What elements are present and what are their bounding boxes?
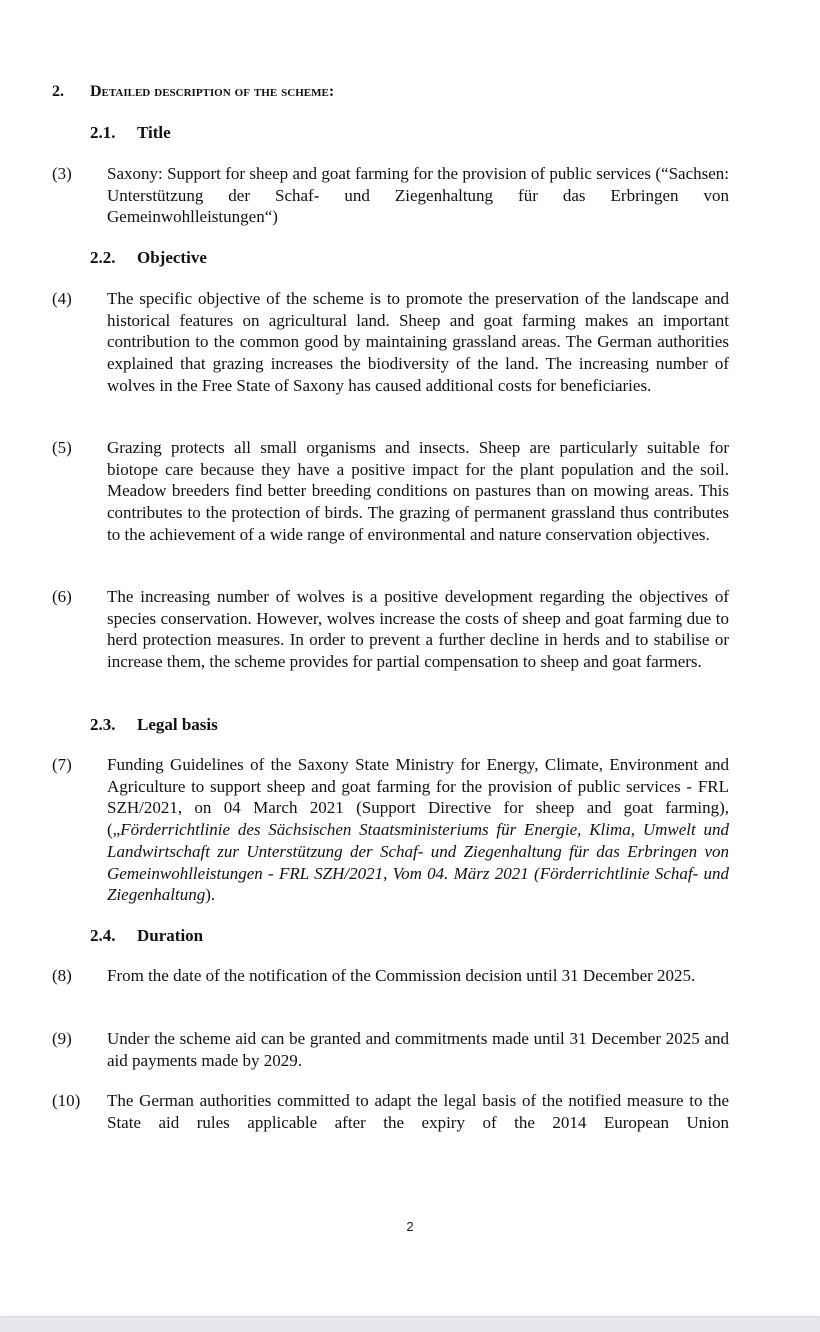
paragraph-7 — [52, 754, 729, 906]
paragraph-text: From the date of the notification of the Commission decision until 31 December 2025. — [107, 966, 696, 985]
subsection-number: 2.4. — [90, 926, 116, 945]
paragraph-number: (6) — [52, 587, 72, 606]
paragraph-text-italic: Förderrichtlinie des Sächsischen Staatsministeriums für Energie, Klima, Umwelt und Landwirtschaft zur Unterstützung der Schaf- und Ziegenhaltung für das Erbringen von Gemeinwohlleistungen - FRL SZH/2021, Vom 04. März 2021 (Förderrichtlinie Schaf- und Ziegenhaltung — [107, 820, 729, 905]
section-number: 2. — [52, 83, 64, 100]
subsection-title: Duration — [137, 926, 204, 945]
section-heading — [52, 82, 334, 102]
subsection-title: Objective — [137, 248, 207, 267]
paragraph-text: Grazing protects all small organisms and insects. Sheep are particularly suitable for biotope care because they have a positive impact for the plant population and the soil. Meadow breeders find better breeding conditions on pastures than on mowing areas. This contributes to the protection of birds. The grazing of permanent grassland thus contributes to the achievement of a wide range of environmental and nature conservation objectives. — [107, 438, 729, 544]
paragraph-number: (10) — [52, 1091, 81, 1110]
subsection-title: Title — [137, 123, 171, 142]
paragraph-number: (9) — [52, 1029, 72, 1048]
viewer-bottom-bar — [0, 1316, 820, 1332]
page-number: 2 — [406, 1219, 414, 1234]
paragraph-3 — [52, 163, 729, 228]
subsection-heading-title — [90, 122, 171, 144]
paragraph-number: (4) — [52, 289, 72, 308]
section-title: Detailed description of the scheme: — [90, 83, 335, 100]
paragraph-6 — [52, 586, 729, 673]
paragraph-text: The specific objective of the scheme is to promote the preservation of the landscape and historical features on agricultural land. Sheep and goat farming makes an important contribution to the common good by maintaining grassland areas. The German authorities explained that grazing increases the biodiversity of the land. The increasing number of wolves in the Free State of Saxony has caused additional costs for beneficiaries. — [107, 289, 729, 395]
subsection-heading-objective — [90, 247, 207, 269]
subsection-number: 2.2. — [90, 248, 116, 267]
paragraph-text — [107, 754, 729, 906]
paragraph-5 — [52, 437, 729, 546]
subsection-title: Legal basis — [137, 715, 218, 734]
paragraph-text: The German authorities committed to adapt the legal basis of the notified measure to the State aid rules applicable after the expiry of the 2014 European Union — [107, 1091, 729, 1132]
subsection-number: 2.3. — [90, 715, 116, 734]
paragraph-10 — [52, 1090, 729, 1133]
paragraph-text: Saxony: Support for sheep and goat farming for the provision of public services (“Sachsen: Unterstützung der Schaf- und Ziegenhaltung für das Erbringen von Gemeinwohlleistungen“) — [107, 164, 729, 227]
paragraph-text: Under the scheme aid can be granted and commitments made until 31 December 2025 and aid payments made by 2029. — [107, 1029, 729, 1070]
subsection-number: 2.1. — [90, 123, 116, 142]
paragraph-number: (8) — [52, 966, 72, 985]
paragraph-text-regular: Funding Guidelines of the Saxony State Ministry for Energy, Climate, Environment and Agriculture to support sheep and goat farming for the provision of public services - FRL SZH/2021, on 04 March 2021 (Support Directive for sheep and goat farming), („ — [107, 755, 729, 840]
paragraph-number: (5) — [52, 438, 72, 457]
paragraph-number: (7) — [52, 755, 72, 774]
subsection-heading-duration — [90, 925, 203, 947]
paragraph-8 — [52, 965, 729, 987]
paragraph-text-end: ). — [205, 885, 216, 905]
paragraph-9 — [52, 1028, 729, 1071]
paragraph-number: (3) — [52, 164, 72, 183]
subsection-heading-legal-basis — [90, 714, 218, 736]
paragraph-4 — [52, 288, 729, 397]
paragraph-text: The increasing number of wolves is a positive development regarding the objectives of species conservation. However, wolves increase the costs of sheep and goat farming due to herd protection measures. In order to prevent a further decline in herds and to stabilise or increase them, the scheme provides for partial compensation to sheep and goat farmers. — [107, 587, 729, 672]
